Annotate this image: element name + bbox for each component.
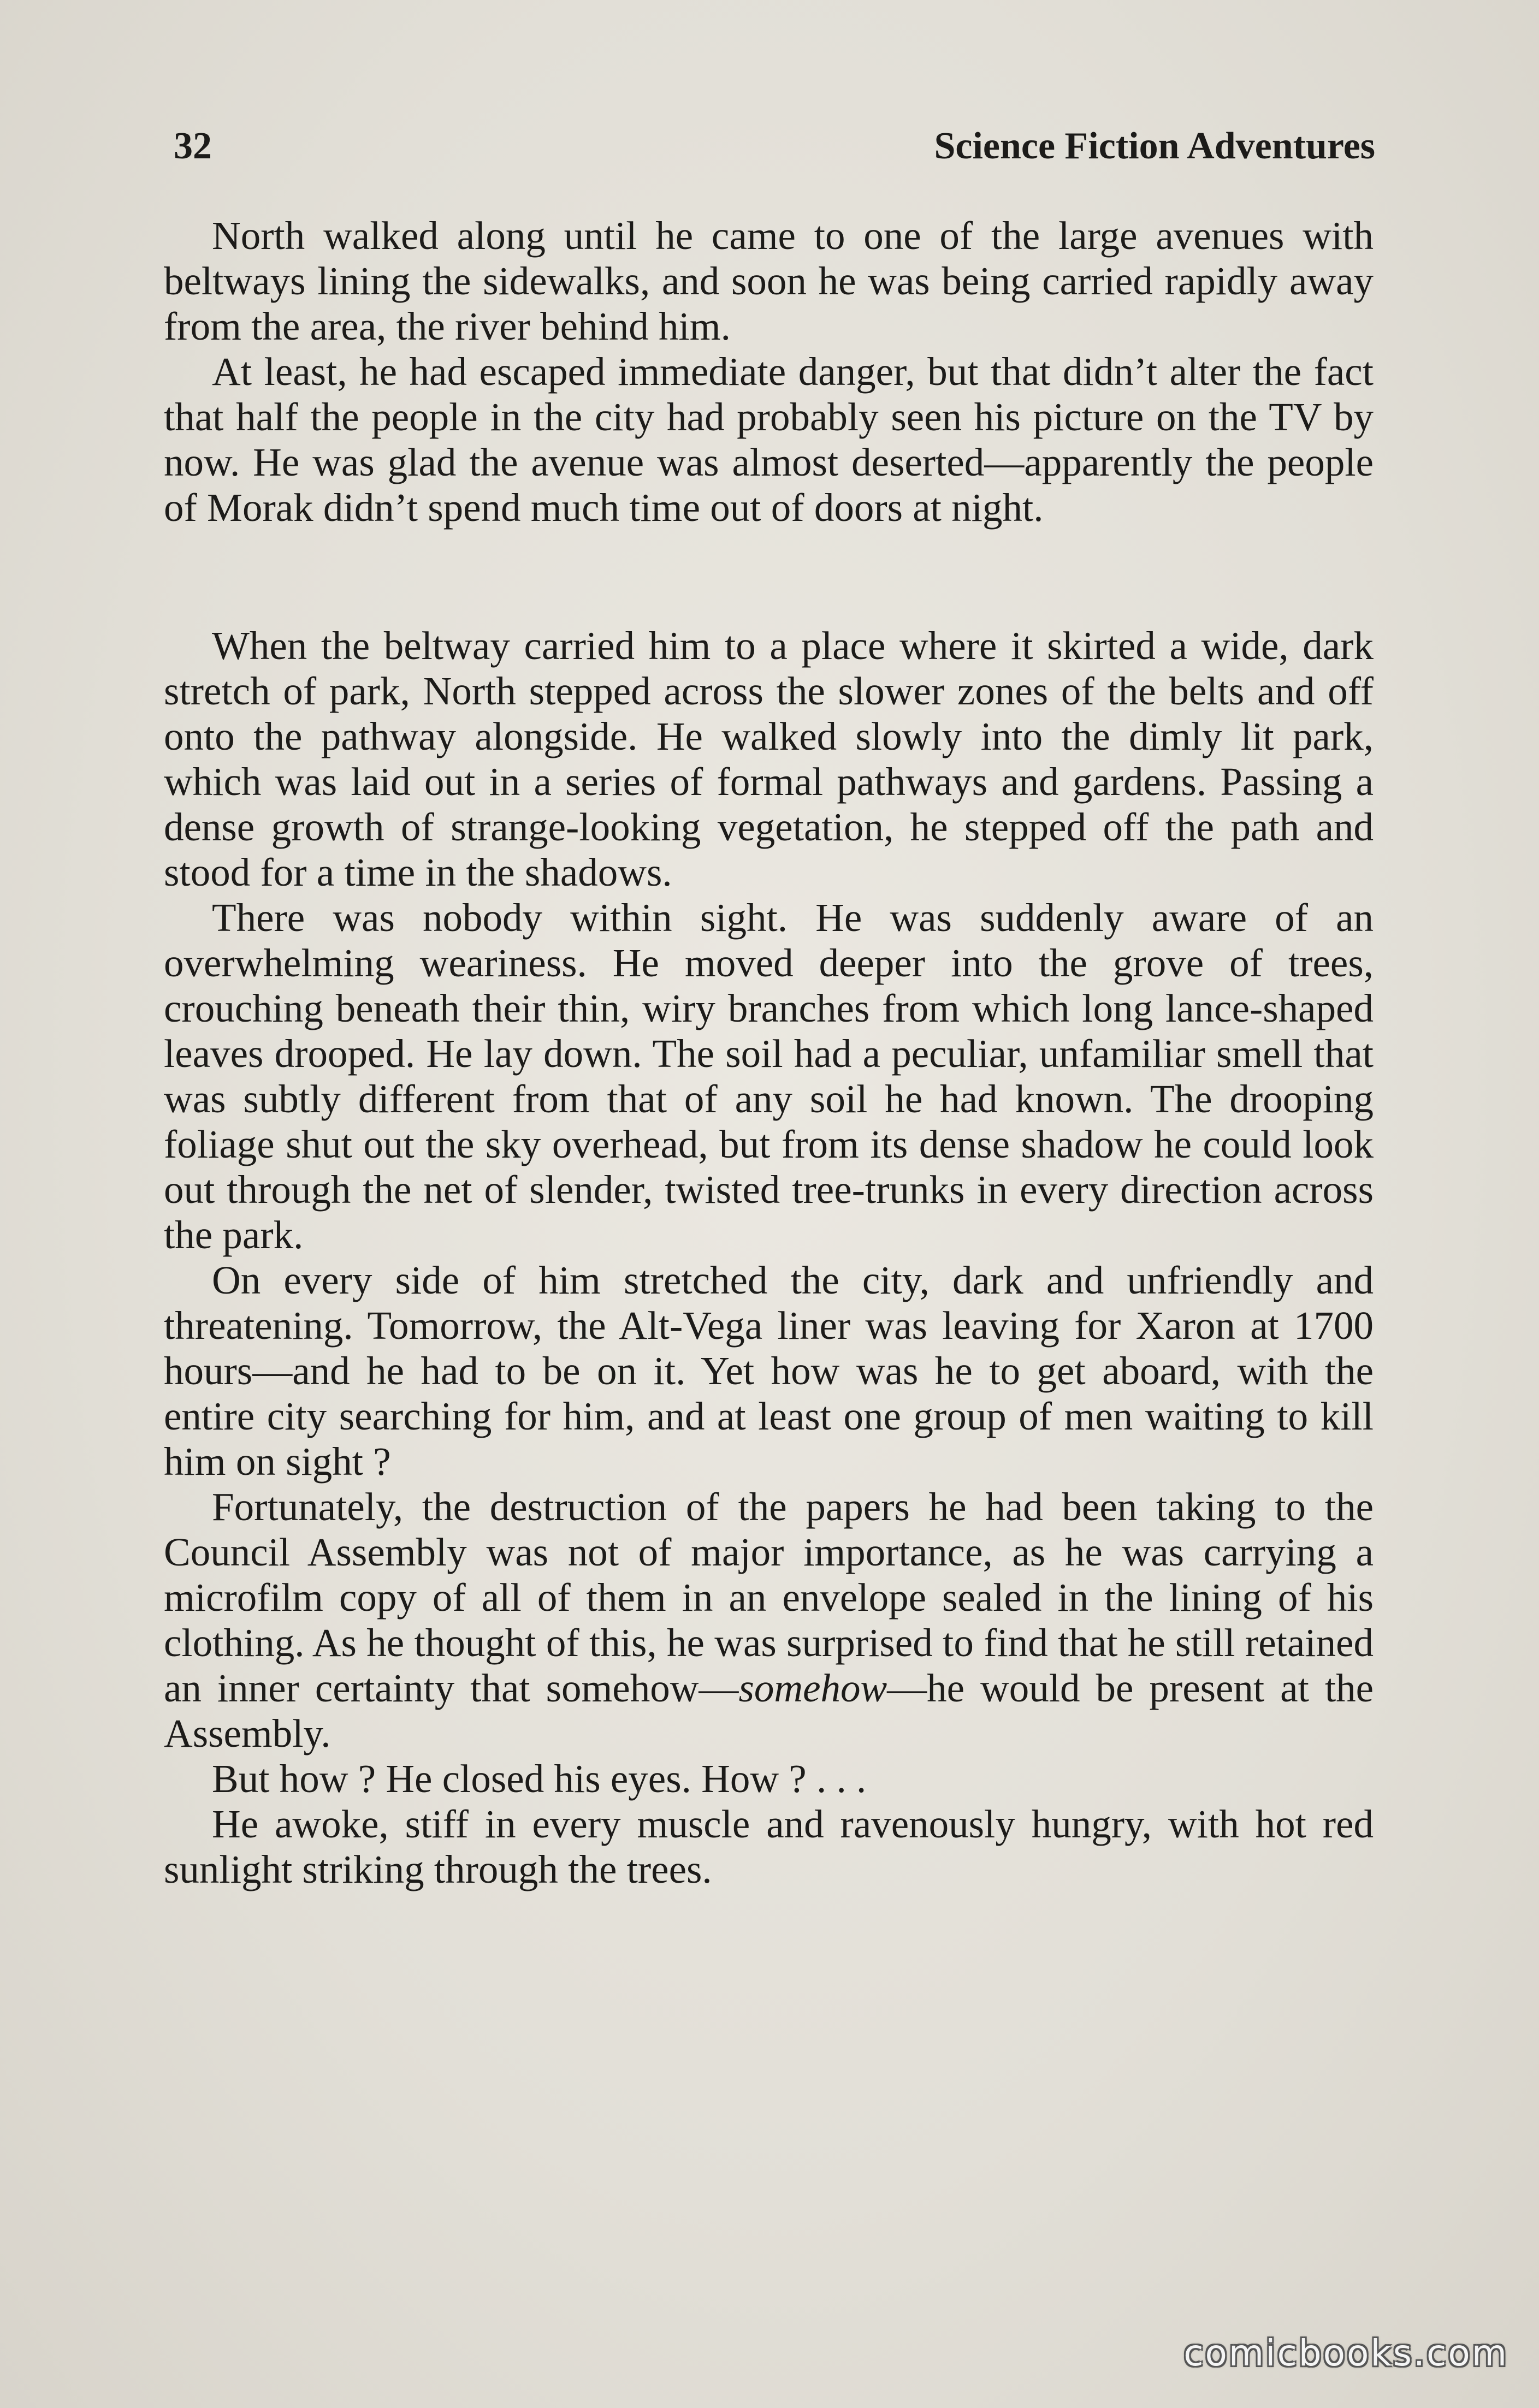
section-break [164,530,1374,623]
paragraph: There was nobody within sight. He was suddenly aware of an overwhelming weariness. He moved deeper into the grove of trees, crouching beneath their thin, wiry branches from which long lance-shaped leaves drooped. He lay down. The soil had a peculiar, unfamiliar smell that was subtly different from that of any soil he had known. The drooping foliage shut out the sky overhead, but from its dense shadow he could look out through the net of slender, twisted tree-trunks in every direction across the park. [164,895,1374,1257]
running-title: Science Fiction Adventures [934,125,1375,167]
paragraph-text: Fortunately, the destruction of the papers he had been taking to the Council Assembly was not of major importance, as he was carrying a microfilm copy of all of them in an envelope sealed in the lining of his clothing. As he thought of this, he was surprised to find that he still retained an inner certainty that somehow— [164,1485,1374,1710]
paragraph: He awoke, stiff in every muscle and ravenously hungry, with hot red sunlight striking through the trees. [164,1802,1374,1891]
paragraph [164,1484,1374,1756]
watermark: comicbooks.com [1183,2332,1508,2374]
paragraph-text: —he would be present at the Assembly. [164,1666,1374,1755]
italic-emphasis: somehow [738,1666,887,1710]
body-text [164,213,1374,1892]
paragraph: At least, he had escaped immediate danger, but that didn’t alter the fact that half the people in the city had probably seen his picture on the TV by now. He was glad the avenue was almost deserted—apparently the people of Morak didn’t spend much time out of doors at night. [164,349,1374,530]
paragraph: North walked along until he came to one of the large avenues with beltways lining the sidewalks, and soon he was being carried rapidly away from the area, the river behind him. [164,213,1374,348]
paragraph: On every side of him stretched the city, dark and unfriendly and threatening. Tomorrow, the Alt-Vega liner was leaving for Xaron at 1700 hours—and he had to be on it. Yet how was he to get aboard, with the entire city searching for him, and at least one group of men waiting to kill him on sight ? [164,1258,1374,1484]
paragraph: But how ? He closed his eyes. How ? . . . [212,1757,867,1801]
paragraph: When the beltway carried him to a place where it skirted a wide, dark stretch of park, North stepped across the slower zones of the belts and off onto the pathway alongside. He walked slowly into the dimly lit park, which was laid out in a series of formal pathways and gardens. Passing a dense growth of strange-looking vegetation, he stepped off the path and stood for a time in the shadows. [164,624,1374,894]
running-head [174,124,1375,179]
page-number: 32 [174,125,212,167]
